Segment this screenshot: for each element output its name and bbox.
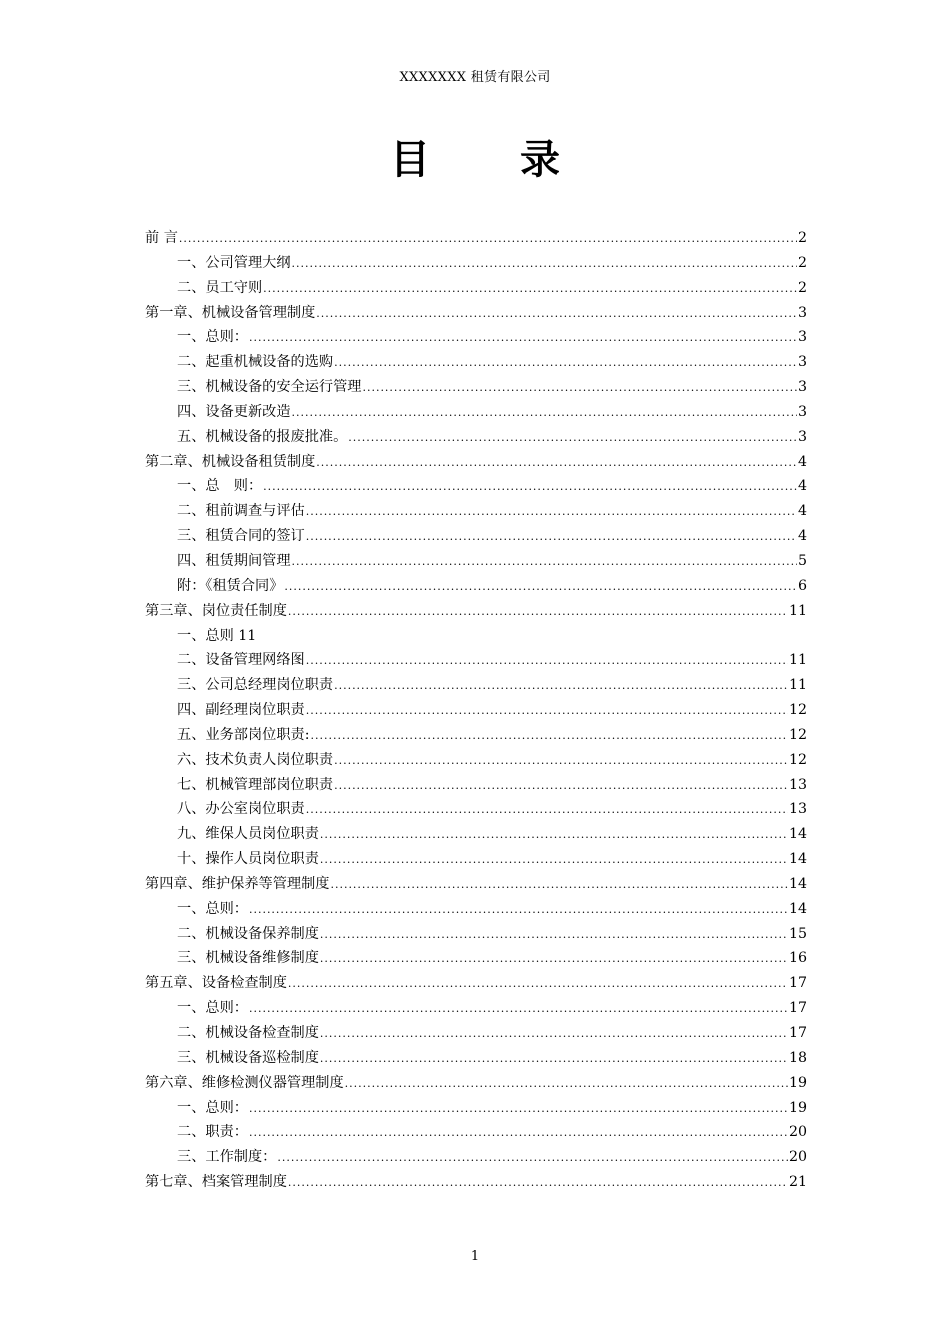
toc-entry-page: 13 (788, 801, 807, 818)
toc-entry[interactable] (145, 1096, 807, 1121)
page-number: 1 (470, 1249, 480, 1264)
toc-entry-page: 19 (788, 1074, 807, 1091)
toc-entry-page: 12 (788, 726, 807, 743)
toc-dot-leader (334, 674, 788, 699)
toc-entry-page: 20 (788, 1149, 807, 1166)
toc-entry-page: 20 (788, 1124, 807, 1141)
toc-entry-page: 17 (788, 1000, 807, 1017)
toc-entry-page: 6 (797, 577, 807, 594)
toc-entry[interactable] (145, 648, 807, 673)
toc-entry-page: 3 (797, 304, 807, 321)
toc-entry[interactable] (145, 1170, 807, 1195)
toc-entry-page: 4 (797, 453, 807, 470)
toc-dot-leader (334, 774, 788, 799)
toc-entry[interactable] (145, 450, 807, 475)
toc-entry[interactable] (145, 276, 807, 301)
toc-dot-leader (263, 277, 797, 302)
toc-entry-label: 一、总则： (177, 329, 248, 346)
toc-entry-label: 第三章、岗位责任制度 (145, 602, 287, 619)
toc-dot-leader (249, 1121, 788, 1146)
toc-dot-leader (249, 898, 788, 923)
toc-entry-label: 第一章、机械设备管理制度 (145, 304, 316, 321)
toc-entry[interactable] (145, 748, 807, 773)
toc-entry-label: 二、职责： (177, 1124, 248, 1141)
toc-entry[interactable] (145, 599, 807, 624)
toc-dot-leader (249, 1097, 788, 1122)
toc-dot-leader (362, 376, 797, 401)
toc-entry-label: 三、工作制度： (177, 1149, 277, 1166)
toc-entry-page: 21 (788, 1174, 807, 1191)
toc-entry-page: 14 (788, 875, 807, 892)
toc-dot-leader (320, 923, 788, 948)
toc-entry-page: 2 (797, 279, 807, 296)
toc-entry-label: 三、机械设备维修制度 (177, 950, 319, 967)
toc-entry-page: 13 (788, 776, 807, 793)
toc-entry[interactable] (145, 375, 807, 400)
toc-entry-label: 第七章、档案管理制度 (145, 1174, 287, 1191)
toc-entry-label: 前 言 (145, 230, 178, 246)
toc-entry[interactable] (145, 301, 807, 326)
toc-dot-leader (292, 401, 797, 426)
toc-entry[interactable] (145, 773, 807, 798)
toc-entry-page: 3 (797, 329, 807, 346)
toc-dot-leader (306, 525, 797, 550)
toc-dot-leader (277, 1146, 788, 1171)
toc-entry-label: 四、租赁期间管理 (177, 552, 291, 569)
toc-entry-page: 12 (788, 751, 807, 768)
toc-entry-label: 二、起重机械设备的选购 (177, 354, 334, 371)
toc-dot-leader (179, 227, 797, 252)
toc-entry[interactable] (145, 1071, 807, 1096)
toc-entry-label: 二、机械设备保养制度 (177, 925, 319, 942)
toc-dot-leader (330, 873, 787, 898)
toc-entry-label: 二、机械设备检查制度 (177, 1025, 319, 1041)
toc-dot-leader (306, 699, 788, 724)
toc-entry-label: 一、总则： (177, 900, 248, 917)
toc-entry-label: 三、公司总经理岗位职责 (177, 677, 334, 694)
toc-entry-label: 九、维保人员岗位职责 (177, 826, 319, 843)
toc-dot-leader (288, 972, 788, 997)
page-title: 目 录 (390, 137, 598, 183)
toc-entry[interactable] (145, 624, 807, 649)
table-of-contents (145, 226, 807, 1195)
toc-entry-label: 七、机械管理部岗位职责 (177, 776, 334, 793)
toc-entry[interactable] (145, 549, 807, 574)
toc-entry-page: 4 (797, 478, 807, 495)
toc-entry-page: 11 (788, 602, 807, 619)
toc-entry[interactable] (145, 872, 807, 897)
toc-entry-label: 三、租赁合同的签订 (177, 528, 305, 545)
toc-entry[interactable] (145, 251, 807, 276)
toc-dot-leader (320, 1022, 788, 1047)
toc-entry-label: 十、操作人员岗位职责 (177, 851, 319, 868)
toc-entry-label: 一、总则 11 (177, 627, 257, 644)
toc-entry-page: 5 (797, 552, 807, 569)
toc-entry-label: 附：《租赁合同》 (177, 577, 284, 594)
toc-dot-leader (334, 749, 788, 774)
page-header: XXXXXXX 租赁有限公司 (399, 70, 551, 85)
toc-entry-page: 12 (788, 702, 807, 719)
toc-entry[interactable] (145, 971, 807, 996)
toc-entry[interactable] (145, 673, 807, 698)
toc-entry-page: 14 (788, 826, 807, 843)
toc-entry[interactable] (145, 922, 807, 947)
toc-entry-label: 五、机械设备的报废批准。 (177, 428, 348, 445)
toc-entry-label: 五、业务部岗位职责: (177, 726, 310, 743)
toc-entry[interactable] (145, 698, 807, 723)
toc-entry-page: 11 (788, 677, 807, 694)
toc-entry-page: 4 (797, 503, 807, 520)
toc-dot-leader (348, 426, 797, 451)
toc-entry[interactable] (145, 524, 807, 549)
toc-dot-leader (263, 475, 797, 500)
toc-entry-page: 11 (788, 652, 807, 669)
toc-entry-label: 一、总 则： (177, 478, 263, 495)
toc-dot-leader (334, 351, 797, 376)
toc-dot-leader (306, 649, 788, 674)
toc-entry-label: 第四章、维护保养等管理制度 (145, 875, 330, 892)
toc-entry-label: 一、总则： (177, 1099, 248, 1116)
toc-dot-leader (288, 1171, 788, 1196)
toc-entry[interactable] (145, 350, 807, 375)
toc-entry-page: 15 (788, 925, 807, 942)
toc-dot-leader (306, 798, 788, 823)
toc-entry-page: 14 (788, 851, 807, 868)
toc-entry-label: 六、技术负责人岗位职责 (177, 751, 334, 768)
toc-entry[interactable] (145, 723, 807, 748)
toc-entry-label: 三、机械设备巡检制度 (177, 1049, 319, 1066)
toc-dot-leader (288, 600, 788, 625)
toc-entry-label: 三、机械设备的安全运行管理 (177, 379, 362, 396)
toc-entry[interactable] (145, 400, 807, 425)
toc-dot-leader (249, 326, 797, 351)
toc-entry-page: 4 (797, 528, 807, 545)
toc-entry-label: 二、租前调查与评估 (177, 503, 305, 520)
toc-dot-leader (292, 550, 797, 575)
toc-dot-leader (316, 451, 797, 476)
toc-entry[interactable] (145, 1120, 807, 1145)
toc-entry-label: 四、副经理岗位职责 (177, 702, 305, 719)
toc-entry[interactable] (145, 797, 807, 822)
toc-entry[interactable] (145, 1046, 807, 1071)
toc-entry-page: 2 (797, 230, 807, 246)
toc-entry[interactable] (145, 847, 807, 872)
toc-entry[interactable] (145, 946, 807, 971)
toc-entry-page: 3 (797, 379, 807, 396)
toc-dot-leader (310, 724, 787, 749)
toc-entry-page: 17 (788, 1025, 807, 1041)
toc-entry-page: 3 (797, 354, 807, 371)
toc-entry-page: 19 (788, 1099, 807, 1116)
toc-dot-leader (306, 500, 797, 525)
toc-entry[interactable] (145, 226, 807, 251)
toc-entry-label: 四、设备更新改造 (177, 403, 291, 420)
toc-entry[interactable] (145, 499, 807, 524)
toc-entry-page: 16 (788, 950, 807, 967)
toc-entry-page: 18 (788, 1049, 807, 1066)
toc-entry-label: 第二章、机械设备租赁制度 (145, 453, 316, 470)
toc-entry[interactable] (145, 425, 807, 450)
toc-dot-leader (292, 252, 797, 277)
toc-entry[interactable] (145, 822, 807, 847)
toc-entry-page: 2 (797, 254, 807, 271)
toc-entry-page: 17 (788, 975, 807, 992)
toc-dot-leader (284, 575, 797, 600)
toc-entry[interactable] (145, 1021, 807, 1046)
toc-dot-leader (320, 848, 788, 873)
toc-entry[interactable] (145, 574, 807, 599)
toc-entry-label: 一、公司管理大纲 (177, 254, 291, 271)
toc-entry[interactable] (145, 996, 807, 1021)
toc-entry-label: 第六章、维修检测仪器管理制度 (145, 1074, 344, 1091)
toc-entry-page: 3 (797, 428, 807, 445)
toc-entry[interactable] (145, 474, 807, 499)
toc-dot-leader (320, 823, 788, 848)
toc-dot-leader (320, 1047, 788, 1072)
toc-dot-leader (249, 997, 788, 1022)
toc-entry-label: 一、总则： (177, 1000, 248, 1017)
toc-entry-label: 二、员工守则 (177, 279, 263, 296)
toc-entry-page: 14 (788, 900, 807, 917)
toc-dot-leader (345, 1072, 788, 1097)
toc-entry[interactable] (145, 325, 807, 350)
toc-dot-leader (320, 947, 788, 972)
toc-dot-leader (316, 302, 797, 327)
toc-entry-label: 第五章、设备检查制度 (145, 975, 287, 992)
toc-entry-label: 八、办公室岗位职责 (177, 801, 305, 818)
toc-entry-label: 二、设备管理网络图 (177, 652, 305, 669)
toc-entry-page: 3 (797, 403, 807, 420)
toc-entry[interactable] (145, 897, 807, 922)
toc-entry[interactable] (145, 1145, 807, 1170)
